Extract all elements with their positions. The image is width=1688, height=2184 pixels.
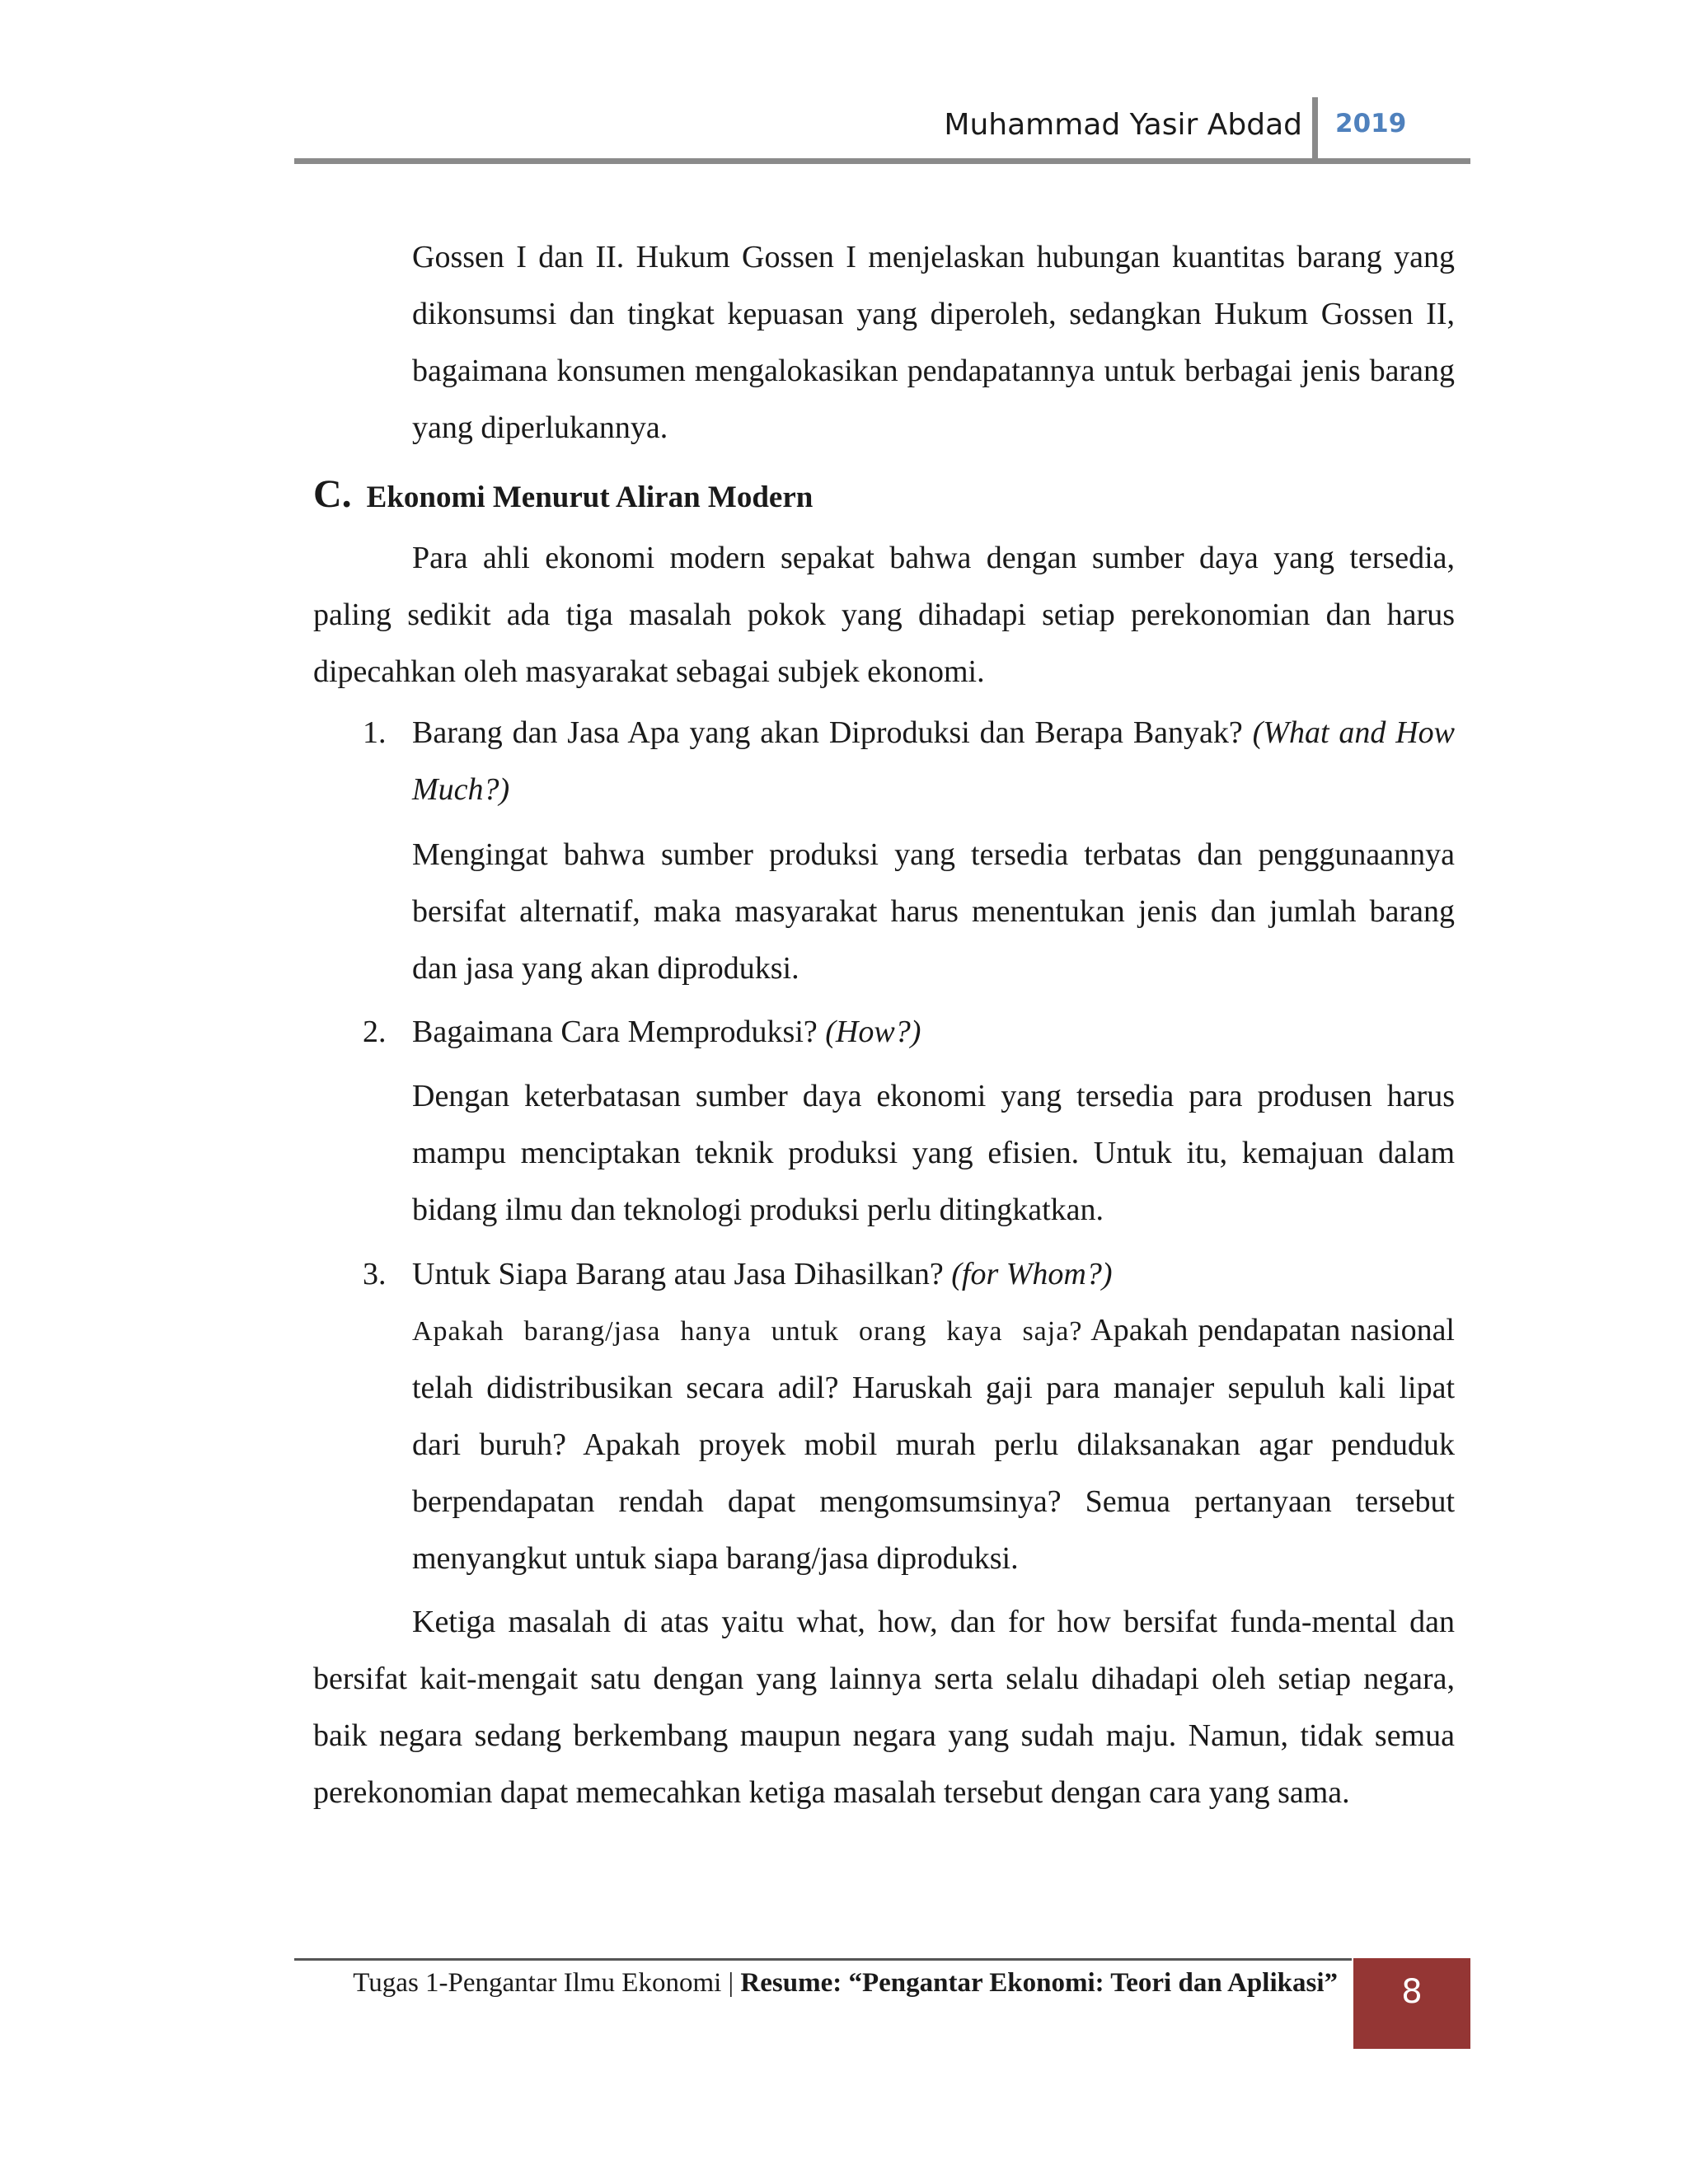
page-number: 8 <box>1401 1973 1423 2011</box>
section-heading <box>313 466 813 532</box>
list-item-1-number: 1. <box>363 715 387 750</box>
section-title: Ekonomi Menurut Aliran Modern <box>366 480 814 514</box>
list-item-3-body-text: Apakah pendapatan nasional telah didistribusikan secara adil? Haruskah gaji para manajer sepuluh kali lipat dari buruh? Apakah proyek mobil murah perlu dilaksanakan agar penduduk berpendapatan rendah dapat mengomsumsinya? Semua pertanyaan tersebut menyangkut untuk siapa barang/jasa diproduksi. <box>412 1313 1455 1576</box>
list-item-3-title-italic: (for Whom?) <box>951 1257 1113 1291</box>
list-item-1-title <box>412 705 1455 818</box>
list-item-3-title-text: Untuk Siapa Barang atau Jasa Dihasilkan? <box>412 1257 952 1291</box>
modern-intro-paragraph: Para ahli ekonomi modern sepakat bahwa dengan sumber daya yang tersedia, paling sedikit ada tiga masalah pokok yang dihadapi setiap perekonomian dan harus dipecahkan oleh masyarakat sebagai subjek ekonomi. <box>313 541 1455 689</box>
header-year: 2019 <box>1335 109 1407 138</box>
list-item-1-body: Mengingat bahwa sumber produksi yang tersedia terbatas dan penggunaannya bersifat alternatif, maka masyarakat harus menentukan jenis dan jumlah barang dan jasa yang akan diproduksi. <box>412 837 1455 986</box>
gossen-paragraph: Gossen I dan II. Hukum Gossen I menjelaskan hubungan kuantitas barang yang dikonsumsi dan tingkat kepuasan yang diperoleh, sedangkan Hukum Gossen II, bagaimana konsumen mengalokasikan pendapatannya untuk berbagai jenis barang yang diperlukannya. <box>412 240 1455 445</box>
header-separator <box>1312 97 1318 160</box>
header-author: Muhammad Yasir Abdad <box>944 108 1302 142</box>
list-item-2-title-italic: (How?) <box>825 1015 921 1049</box>
header-rule <box>294 158 1470 164</box>
list-item-3-body-small: Apakah barang/jasa hanya untuk orang kaya saja? <box>412 1316 1083 1347</box>
list-item-1-title-italic: (What and How Much?) <box>412 715 1455 807</box>
list-item-2-title-text: Bagaimana Cara Memproduksi? <box>412 1015 826 1049</box>
closing-paragraph: Ketiga masalah di atas yaitu what, how, dan for how bersifat funda-mental dan bersifat kait-mengait satu dengan yang lainnya serta selalu dihadapi oleh setiap negara, baik negara sedang berkembang maupun negara yang sudah maju. Namun, tidak semua perekonomian dapat memecahkan ketiga masalah tersebut dengan cara yang sama. <box>313 1605 1455 1810</box>
page-number-box <box>1353 1958 1470 2049</box>
section-letter: C. <box>313 472 352 516</box>
footer-course: Tugas 1-Pengantar Ilmu Ekonomi | <box>353 1968 741 1998</box>
list-item-2-body: Dengan keterbatasan sumber daya ekonomi yang tersedia para produsen harus mampu menciptakan teknik produksi yang efisien. Untuk itu, kemajuan dalam bidang ilmu dan teknologi produksi perlu ditingkatkan. <box>412 1079 1455 1227</box>
footer-text <box>266 1963 1338 2003</box>
footer-rule <box>294 1958 1352 1961</box>
list-item-1-title-text: Barang dan Jasa Apa yang akan Diproduksi dan Berapa Banyak? <box>412 715 1253 750</box>
list-item-2-number: 2. <box>363 1015 387 1049</box>
list-item-3-number: 3. <box>363 1257 387 1291</box>
list-item-3-body <box>412 1302 1455 1587</box>
list-item-2-title <box>412 1004 1455 1061</box>
list-item-3-title <box>412 1246 1455 1303</box>
footer-resume: Resume: “Pengantar Ekonomi: Teori dan Aplikasi” <box>740 1968 1338 1998</box>
